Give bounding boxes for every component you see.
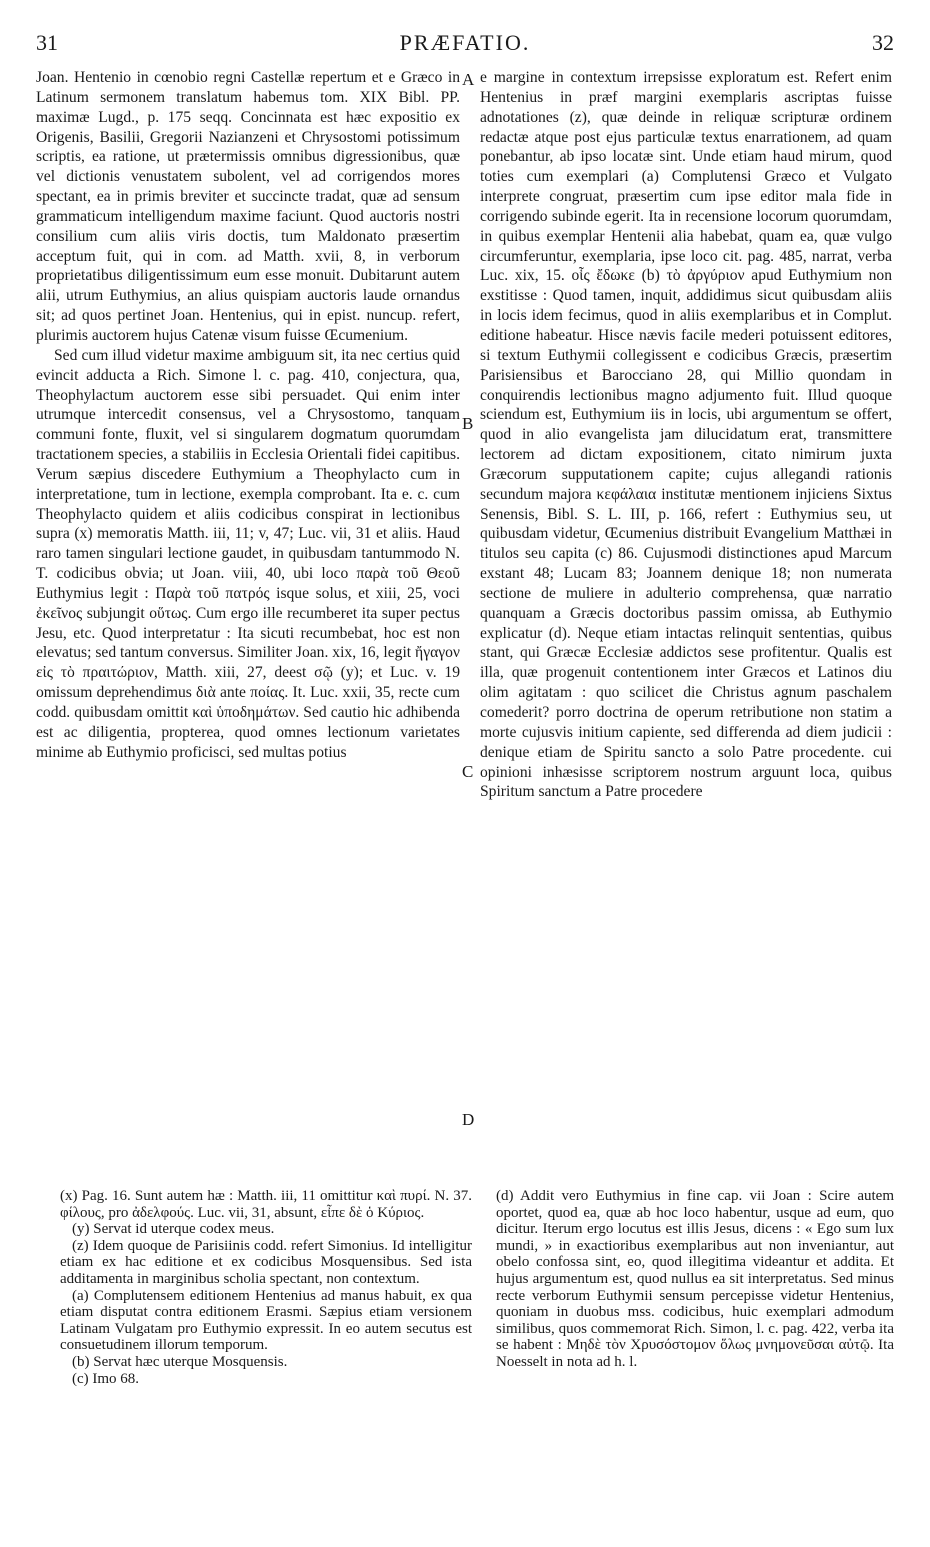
right-column xyxy=(480,68,892,1148)
running-title: PRÆFATIO. xyxy=(399,30,531,55)
footnotes-left xyxy=(60,1188,472,1387)
section-marker-a: A xyxy=(462,70,475,89)
left-paragraph: Joan. Hentenio in cœnobio regni Castellæ repertum et e Græco in Latinum sermonem translatum habemus tom. XIX Bibl. PP. maximæ Lugd., p. 175 seqq. Concinnata est hæc expositio ex Origenis, Basilii, Gregorii Nazianzeni et Chrysostomi potissimum scriptis, ea ratione, ut prætermissis omnibus digressionibus, quæ vel dictionis venustatem subolent, vel ad corrigendos mores spectant, ea in primis breviter et succincte tradat, quæ ad sensum grammaticum intelligendum maxime faciunt. Quod auctoris nostri consilium cum aliis viris doctis, tum Maldonato præsertim acceptum fuit, qui in com. ad Matth. xvii, 8, in verborum proprietatibus diligentissimum eum esse monuit. Dubitarunt autem alii, utrum Euthymius, an alius quispiam auctoris laude ornandus sit; ad quos pertinet Joan. Hentenius, qui in epist. nuncup. refert, plurimis auctorem hujus Catenæ visum fuisse Œcumenium. xyxy=(36,69,460,344)
footnote: (a) Complutensem editionem Hentenius ad manus habuit, ex qua etiam disputat contra editionem Erasmi. Sæpius etiam versionem Latinam Vulgatam pro Euthymio expressit. In eo autem secutus est consuetudinem illorum temporum. xyxy=(60,1287,472,1354)
page-number-left: 31 xyxy=(36,30,58,55)
footnotes-right xyxy=(496,1188,894,1371)
section-marker-c: C xyxy=(462,762,474,781)
footnote: (y) Servat id uterque codex meus. xyxy=(72,1221,275,1238)
footnote: (d) Addit vero Euthymius in fine cap. vii Joan : Scire autem oportet, quod ea, quæ ab hoc loco habentur, usque ad eum, quo dicitur. Iterum ergo locutus est illis Jesus, dicens : « Ego sum lux mundi, » in exactioribus exemplaribus aut non inveniantur, aut obelo confossa sint, eo, quod illegitima videantur et addita. Et hujus argumentum est, quod nullus ea sit interpretatus. Sed minus recte verborum Euthymii sensum percepisse videtur Hentenius, quoniam in duobus mss. codicibus, huic exemplari admodum similibus, quos commemorat Rich. Simon, l. c. pag. 422, verba ita se habent : Μηδὲ τὸν Χρυσόστομον ὅλως μνημονεῦσαι αὐτῷ. Ita Noesselt in nota ad h. l. xyxy=(496,1188,894,1370)
page-number-right: 32 xyxy=(872,30,894,55)
footnote: (b) Servat hæc uterque Mosquensis. xyxy=(72,1353,288,1370)
footnote: (z) Idem quoque de Parisiinis codd. refert Simonius. Id intelligitur etiam ex hac editione et ex codicibus Mosquensibus. Sed ista additamenta in marginibus scholia spectant, non contextum. xyxy=(60,1237,472,1287)
left-column xyxy=(36,68,460,1148)
right-paragraph: e margine in contextum irrepsisse exploratum est. Refert enim Hentenius in præf margini exemplaris ascriptas fuisse adnotationes (z), quæ deinde in reliquæ scripturæ ordinem redactæ atque post ejus particulæ textus enarrationem, ad quam ponebantur, ab ipso locatæ sint. Unde etiam haud mirum, quod toties cum exemplari (a) Complutensi Græco et Vulgato interprete congruat, præsertim cum ipse editor mala fide in corrigendo subinde egerit. Ita in recensione locorum quorumdam, in quibus exemplar Hentenii alia habebat, quam ea, quæ vulgo circumferuntur, exemplaria, ipse loco cit. pag. 485, narrat, verba Luc. xix, 15. οἷς ἔδωκε (b) τὸ ἀργύριον apud Euthymium non exstitisse : Quod tamen, inquit, addidimus sicut quibusdam aliis in locis idem fecimus, quod in aliis exemplaribus et in Complut. editione habeatur. Hisce nævis facile mederi potuissent editores, si textum Euthymii collegissent e codicibus Græcis, præsertim Parisiensibus et Barocciano 28, qui Millio quondam in conquirendis lectionibus magno adjumento fuit. Illud quoque sciendum est, Euthymium iis in locis, ubi argumentum se offert, quod in alio evangelista jam dilucidatum erat, transmittere lectorem ad dictam expositionem, citato nimirum juxta Græcorum supputationem capite; cujus allegandi rationis secundum majora κεφάλαια institutæ mentionem injiciens Sixtus Senensis, Bibl. S. L. III, p. 166, refert : Euthymius seu, ut quibusdam videtur, Œcumenius distribuit Evangelium Matthæi in titulos seu capita (c) 86. Cujusmodi distinctiones apud Marcum exstant 48; Lucam 83; Joannem denique 18; non numerata sectione de muliere in adulterio comprehensa, quæ narratio quanquam a Græcis doctoribus passim omissa, ab Euthymio explicatur (d). Neque etiam intactas relinquit sententias, quibus stant, qui Græcæ Ecclesiæ addictos sese profitentur. Qualis est illa, quæ progenuit contentionem inter Græcos et Latinos diu olim agitatam : quo scilicet die Christus agnum paschalem comederit? porro doctrina de operum retributione non statim a morte cujusvis initium capiente, sed differenda ad diem judicii : denique etiam de Spiritu sancto a solo Patre procedente. cui opinioni inhæsisse scriptorem nostrum arguunt loca, quibus Spiritum sanctum a Patre procedere xyxy=(480,69,892,801)
left-paragraph: Sed cum illud videtur maxime ambiguum sit, ita nec certius quid evincit adducta a Rich. Simone l. c. pag. 410, conjectura, qua, Theophylactum auctorem esse sibi persuadet. Qui enim inter utrumque intercedit consensus, vel a Chrysostomo, tanquam communi fonte, fluxit, vel si singularem dogmatum quorumdam tractationem species, a stabiliis in Ecclesia Orientali fidei capitibus. Verum sæpius discedere Euthymium a Theophylacto cum in interpretatione, tum in lectione, exempla comprobant. Ita e. c. cum Theophylacto quidem et aliis codicibus conspirat in lectionibus supra (x) memoratis Matth. iii, 11; v, 47; Luc. vii, 31 et aliis. Haud raro tamen singulari lectione gaudet, in quibusdam tantummodo N. T. codicibus obvia; ut Joan. viii, 40, ubi loco παρὰ τοῦ Θεοῦ Euthymius legit : Παρὰ τοῦ πατρός isque solus, et xiii, 25, voci ἐκεῖνος subjungit οὕτως. Cum ergo ille recumberet ita super pectus Jesu, etc. Quod interpretatur : Ita sicuti recumbebat, hoc est non elevatus; sed tantum conversus. Similiter Joan. xix, 16, legit ἤγαγον εἰς τὸ πραιτώριον, Matth. xiii, 27, deest σῷ (y); et Luc. v. 19 omissum deprehendimus διὰ ante ποίας. It. Luc. xxii, 35, recte cum codd. quibusdam omittit καὶ ὑποδημάτων. Sed cautio hic adhibenda est ac diligentia, propterea, quod omnes lectionum varietates minime ab Euthymio proficisci, sed multas potius xyxy=(36,346,460,761)
running-header xyxy=(36,30,894,60)
section-marker-b: B xyxy=(462,414,474,433)
footnote: (c) Imo 68. xyxy=(72,1370,140,1387)
section-marker-d: D xyxy=(462,1110,475,1129)
footnote: (x) Pag. 16. Sunt autem hæ : Matth. iii, 11 omittitur καὶ πυρί. N. 37. φίλους, pro ἀδελφούς. Luc. vii, 31, absunt, εἶπε δὲ ὁ Κύριος. xyxy=(60,1188,472,1221)
